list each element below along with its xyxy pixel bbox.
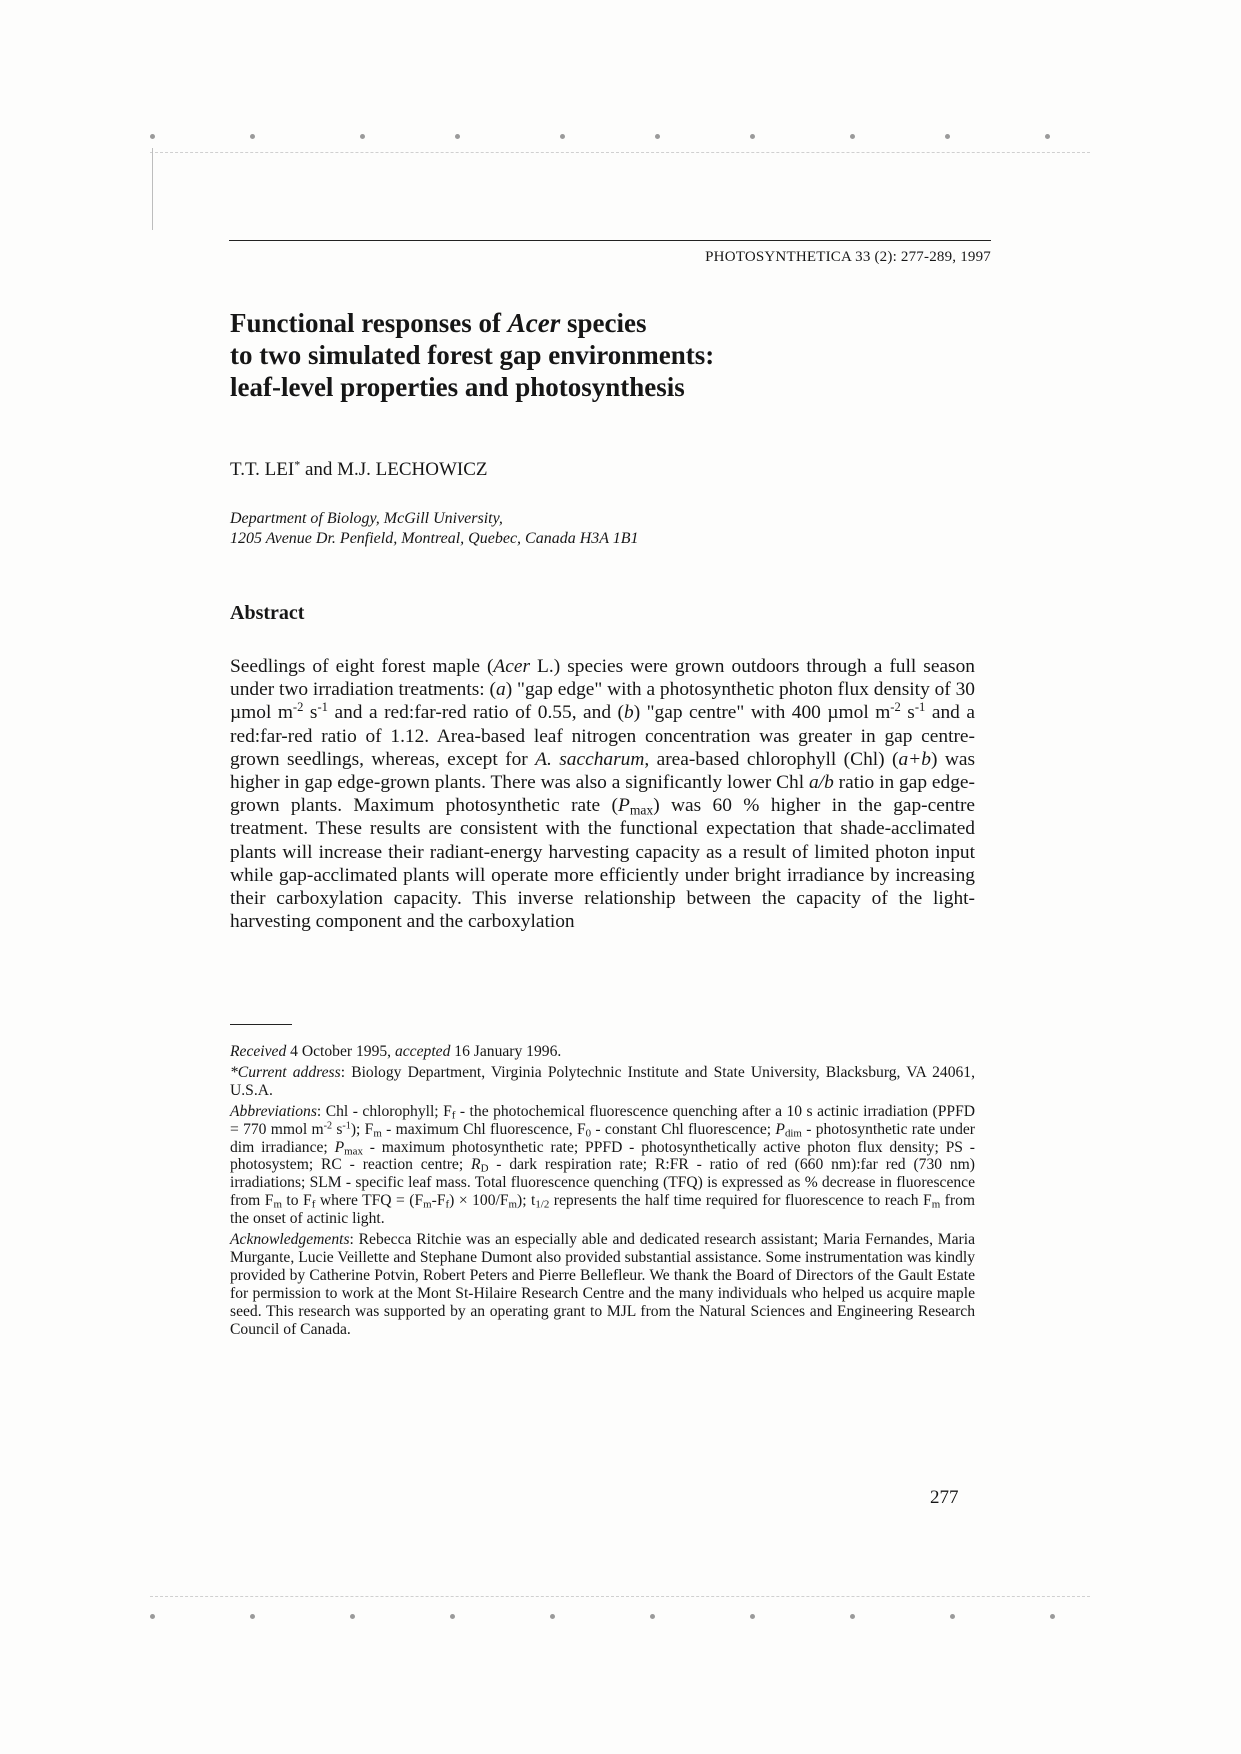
abstract-text: ) was higher in gap edge-grown plants. There was also a significantly lower Chl — [230, 748, 975, 794]
abbrev-symbol: R — [471, 1156, 481, 1174]
abbrev-sub: m — [273, 1198, 282, 1211]
abstract-text: L.) species were grown outdoors through a full season under two irradiation treatments: ( — [230, 656, 975, 701]
abbrev-text: - maximum photosynthetic rate; PPFD - photosynthetically active photon flux density; PS - photosystem; RC - reaction centre; — [230, 1138, 976, 1174]
abstract-text: ) was 60 % higher in the gap-centre treatment. These results are consistent with the functional expectation that shade-acclimated plants will increase their radiant-energy harvesting capacity as a result of limited photon input while gap-acclimated plants will operate more efficiently under bright irradiance by increasing their carboxylation capacity. This inverse relationship between the capacity of the light-harvesting component and the carboxylation — [230, 795, 976, 933]
abstract-heading: Abstract — [230, 602, 305, 624]
journal-header: PHOTOSYNTHETICA 33 (2): 277-289, 1997 — [705, 249, 991, 265]
abstract-text: and a red:far-red ratio of 1.12. Area-based leaf nitrogen concentration was greater in gap centre-grown seedlings, whereas, except for — [230, 702, 975, 770]
footnotes — [230, 1043, 975, 1342]
abbrev-text: from the onset of actinic light. — [230, 1192, 975, 1228]
abstract-text: s — [303, 702, 318, 724]
page-number: 277 — [930, 1487, 959, 1508]
abbrev-text: - the photochemical fluorescence quenching after a 10 s actinic irradiation (PPFD = 770 mmol m — [230, 1102, 976, 1138]
abbrev-text: - constant Chl fluorescence; — [591, 1120, 776, 1138]
abbrev-sup: -1 — [342, 1120, 351, 1132]
affiliation — [230, 509, 930, 549]
abstract-sup: -2 — [890, 700, 901, 715]
scan-artifact-bottom — [150, 1610, 1090, 1622]
abstract-chl-ab: a+b — [898, 748, 931, 770]
accepted-date: 16 January 1996. — [450, 1043, 562, 1060]
abstract-text: ratio in gap edge-grown plants. Maximum photosynthetic rate ( — [230, 772, 975, 817]
abstract-chl-ratio: a/b — [808, 772, 834, 794]
abbreviations-note — [230, 1103, 975, 1228]
abbrev-text: s — [332, 1120, 343, 1138]
header-rule — [229, 240, 991, 241]
abbrev-text: : Chl - chlorophyll; F — [316, 1102, 452, 1120]
address-note — [230, 1064, 975, 1100]
scan-edge-left — [152, 148, 153, 230]
abstract-sup: -2 — [292, 700, 304, 715]
abstract-sup: -1 — [914, 700, 926, 715]
authors — [230, 459, 488, 481]
author-2: and M.J. LECHOWICZ — [300, 459, 488, 480]
abbrev-text: to F — [281, 1192, 312, 1210]
scan-artifact-top — [150, 130, 1090, 142]
acknowledgements-label: Acknowledgements — [230, 1231, 350, 1249]
abstract-label-a: a — [496, 679, 506, 701]
abbrev-sub: max — [344, 1145, 363, 1158]
acknowledgements-text: : Rebecca Ritchie was an especially able and dedicated research assistant; Maria Fernandes, Maria Murgante, Lucie Veillette and Stephane Dumont also provided substantial assistance. Some instrumentation was kindly provided by Catherine Potvin, Robert Peters and Pierre Bellefleur. We thank the Board of Directors of the Gault Estate for permission to work at the Mont St-Hilaire Research Centre and the many individuals who helped us acquire maple seed. This research was supported by an operating grant to MJL from the Natural Sciences and Engineering Research Council of Canada. — [230, 1231, 975, 1338]
title-line3: leaf-level properties and photosynthesis — [230, 372, 685, 402]
abbrev-sub: D — [480, 1163, 489, 1176]
author-1: T.T. LEI — [230, 459, 295, 480]
abbrev-text: -F — [431, 1192, 446, 1210]
abbrev-text: - photosynthetic rate under dim irradiance; — [230, 1120, 975, 1156]
abstract-text: Seedlings of eight forest maple ( — [230, 656, 494, 677]
address-text: : Biology Department, Virginia Polytechnic Institute and State University, Blacksburg, VA 24061, U.S.A. — [230, 1063, 975, 1099]
abbrev-text: ); t — [517, 1192, 536, 1210]
address-label: *Current address — [230, 1063, 341, 1081]
abbrev-sub: f — [451, 1109, 456, 1122]
abbrev-text: where TFQ = (F — [315, 1192, 424, 1210]
scan-line-bottom — [150, 1596, 1090, 1597]
author-1-mark: * — [294, 457, 301, 472]
abstract-label-b: b — [623, 702, 634, 724]
abbrev-sub: f — [311, 1198, 316, 1211]
abstract-sup: -1 — [317, 700, 328, 715]
abbreviations-label: Abbreviations — [230, 1102, 317, 1120]
abstract-text: ) "gap centre" with 400 µmol m — [633, 702, 891, 724]
received-date: 4 October 1995, — [286, 1043, 395, 1060]
abbrev-sup: -2 — [323, 1120, 333, 1132]
abbrev-sub: m — [373, 1127, 382, 1140]
abstract-text: , area-based chlorophyll (Chl) ( — [644, 748, 899, 770]
abstract-text: s — [900, 702, 915, 724]
abstract-text: and a red:far-red ratio of 0.55, and ( — [328, 702, 624, 724]
acknowledgements-note — [230, 1231, 975, 1338]
title-part1: Functional responses of — [230, 308, 508, 338]
abbrev-text: - dark respiration rate; R:FR - ratio of red (660 nm):far red (730 nm) irradiations; SLM - specific leaf mass. Total fluorescence quenching (TFQ) is expressed as % decrease in fluorescence from F — [230, 1156, 975, 1210]
abbrev-sub: 0 — [585, 1127, 592, 1140]
abstract-body — [230, 655, 975, 933]
abbrev-text: - maximum Chl fluorescence, F — [381, 1120, 586, 1138]
accepted-label: accepted — [394, 1043, 451, 1060]
title-part2: species — [560, 308, 647, 338]
title-line2: to two simulated forest gap environments: — [230, 340, 715, 370]
received-note — [230, 1043, 975, 1061]
abbrev-sub: dim — [784, 1127, 802, 1140]
abbrev-sub: f — [445, 1198, 450, 1211]
abbrev-text: ) × 100/F — [449, 1192, 509, 1210]
abstract-sub: max — [629, 802, 654, 818]
abbrev-text: ); F — [350, 1120, 374, 1138]
abbrev-symbol: P — [775, 1120, 785, 1138]
abbrev-sub: m — [508, 1198, 517, 1211]
abbrev-text: represents the half time required for fluorescence to reach F — [549, 1192, 932, 1210]
abbrev-sub: 1/2 — [535, 1198, 550, 1211]
abstract-species: A. saccharum — [535, 748, 645, 770]
abbrev-symbol: P — [334, 1138, 345, 1156]
affiliation-line1: Department of Biology, McGill University, — [230, 510, 503, 527]
footnote-rule — [230, 1024, 292, 1025]
title-genus: Acer — [507, 308, 561, 338]
abstract-text: ) "gap edge" with a photosynthetic photon flux density of 30 µmol m — [230, 679, 976, 724]
scan-line-top — [150, 152, 1090, 153]
abstract-pmax-symbol: P — [617, 795, 630, 817]
abbrev-sub: m — [423, 1198, 432, 1211]
article-title — [230, 307, 930, 403]
received-label: Received — [230, 1043, 287, 1060]
abbrev-sub: m — [931, 1198, 941, 1211]
abstract-genus: Acer — [493, 656, 531, 677]
affiliation-line2: 1205 Avenue Dr. Penfield, Montreal, Quebec, Canada H3A 1B1 — [230, 530, 639, 547]
